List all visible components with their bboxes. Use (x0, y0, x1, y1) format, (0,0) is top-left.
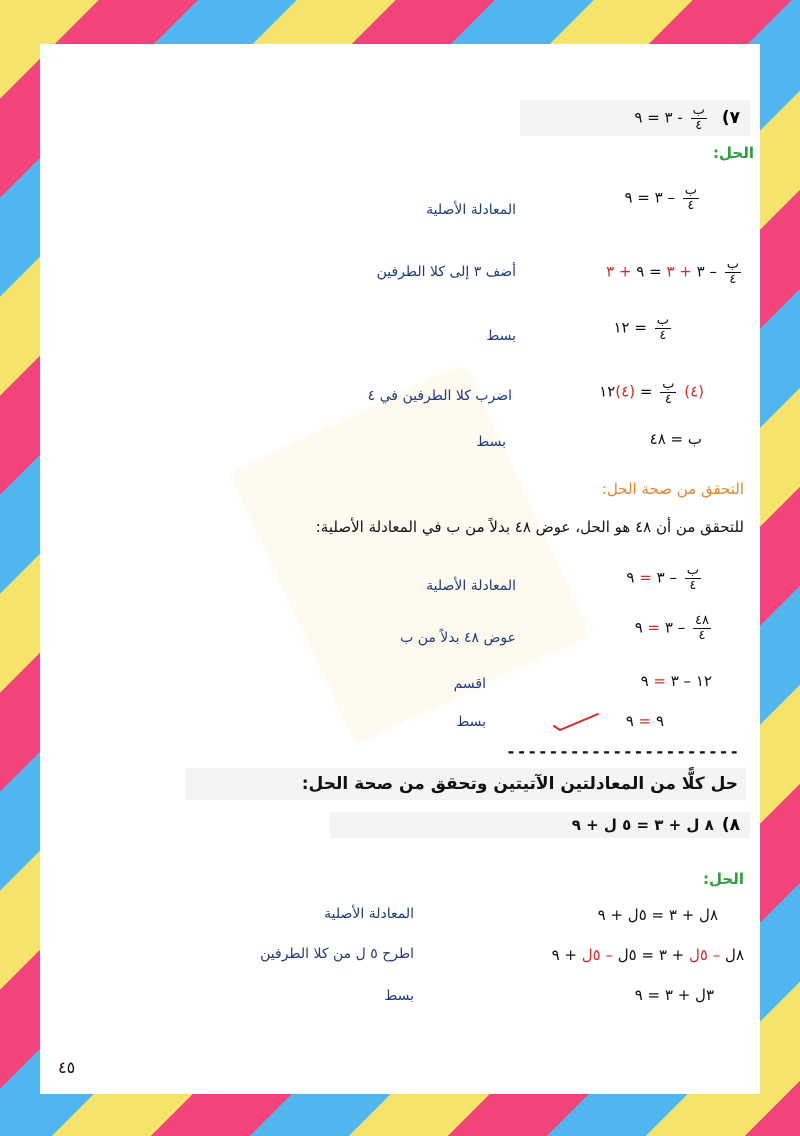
worksheet-page (40, 44, 760, 1094)
problem-7-number: ٧) (721, 108, 740, 128)
p7-step-5-note: بسط (476, 434, 506, 450)
p8-step-3-expr: ٣ل + ٣ = ٩ (634, 986, 714, 1004)
p7-step-1-expr: $\frac{\text{ب}}{٤}$ – ٣ = ٩ (624, 183, 697, 213)
p7-check-1-note: المعادلة الأصلية (426, 578, 516, 594)
section-divider: ---------------------- (506, 742, 740, 761)
p7-check-label: التحقق من صحة الحل: (601, 480, 744, 498)
problem-8-header (330, 812, 750, 838)
p7-check-2-note: عوض ٤٨ بدلاً من ب (400, 630, 516, 646)
problem-8-number: ٨) (721, 815, 740, 835)
p7-solution-label: الحل: (713, 144, 754, 162)
p7-check-1-expr: $\frac{\text{ب}}{٤}$ – ٣ = ٩ (626, 563, 699, 593)
problem-7-header: ٧) $\frac{\text{ب}}{٤}$ - ٣ = ٩ (520, 100, 750, 136)
p7-step-3-note: بسط (486, 328, 516, 344)
p7-step-2-note: أضف ٣ إلى كلا الطرفين (376, 264, 516, 280)
p8-step-2-expr: ٨ل – ٥ل + ٣ = ٥ل – ٥ل + ٩ (551, 946, 744, 964)
instruction-banner: حل كلًّا من المعادلتين الآتيتين وتحقق من صحة الحل: (186, 768, 746, 800)
p7-step-4-note: اضرب كلا الطرفين في ٤ (367, 388, 512, 404)
p8-step-1-expr: ٨ل + ٣ = ٥ل + ٩ (597, 906, 718, 924)
p8-step-3-note: بسط (384, 988, 414, 1004)
p7-step-2-expr: $\frac{\text{ب}}{٤}$ – ٣ + ٣ = ٩ + ٣ (606, 257, 739, 287)
book-watermark (229, 363, 591, 745)
page-number: ٤٥ (58, 1058, 76, 1077)
p8-step-1-note: المعادلة الأصلية (324, 906, 414, 922)
p7-check-sentence: للتحقق من أن ٤٨ هو الحل، عوض ٤٨ بدلاً من ب في المعادلة الأصلية: (315, 518, 744, 536)
p7-check-3-expr: ١٢ – ٣ = ٩ (640, 672, 712, 690)
p8-solution-label: الحل: (703, 870, 744, 888)
p8-step-2-note: اطرح ٥ ل من كلا الطرفين (260, 946, 414, 962)
p7-check-4-expr: ٩ = ٩ (625, 712, 664, 730)
p7-check-2-expr: $\frac{٤٨}{٤}$ – ٣ = ٩ (634, 613, 709, 643)
p7-step-1-note: المعادلة الأصلية (426, 202, 516, 218)
checkmark-icon (552, 712, 600, 732)
p7-step-3-expr: $\frac{\text{ب}}{٤}$ = ١٢ (613, 313, 669, 343)
p7-step-4-expr: (٤) $\frac{\text{ب}}{٤}$ = (٤)١٢ (599, 377, 704, 407)
problem-8-equation: ٨ ل + ٣ = ٥ ل + ٩ (571, 816, 714, 834)
p7-check-4-note: بسط (456, 714, 486, 730)
p7-check-3-note: اقسم (453, 676, 486, 692)
p7-step-5-expr: ب = ٤٨ (649, 430, 702, 448)
